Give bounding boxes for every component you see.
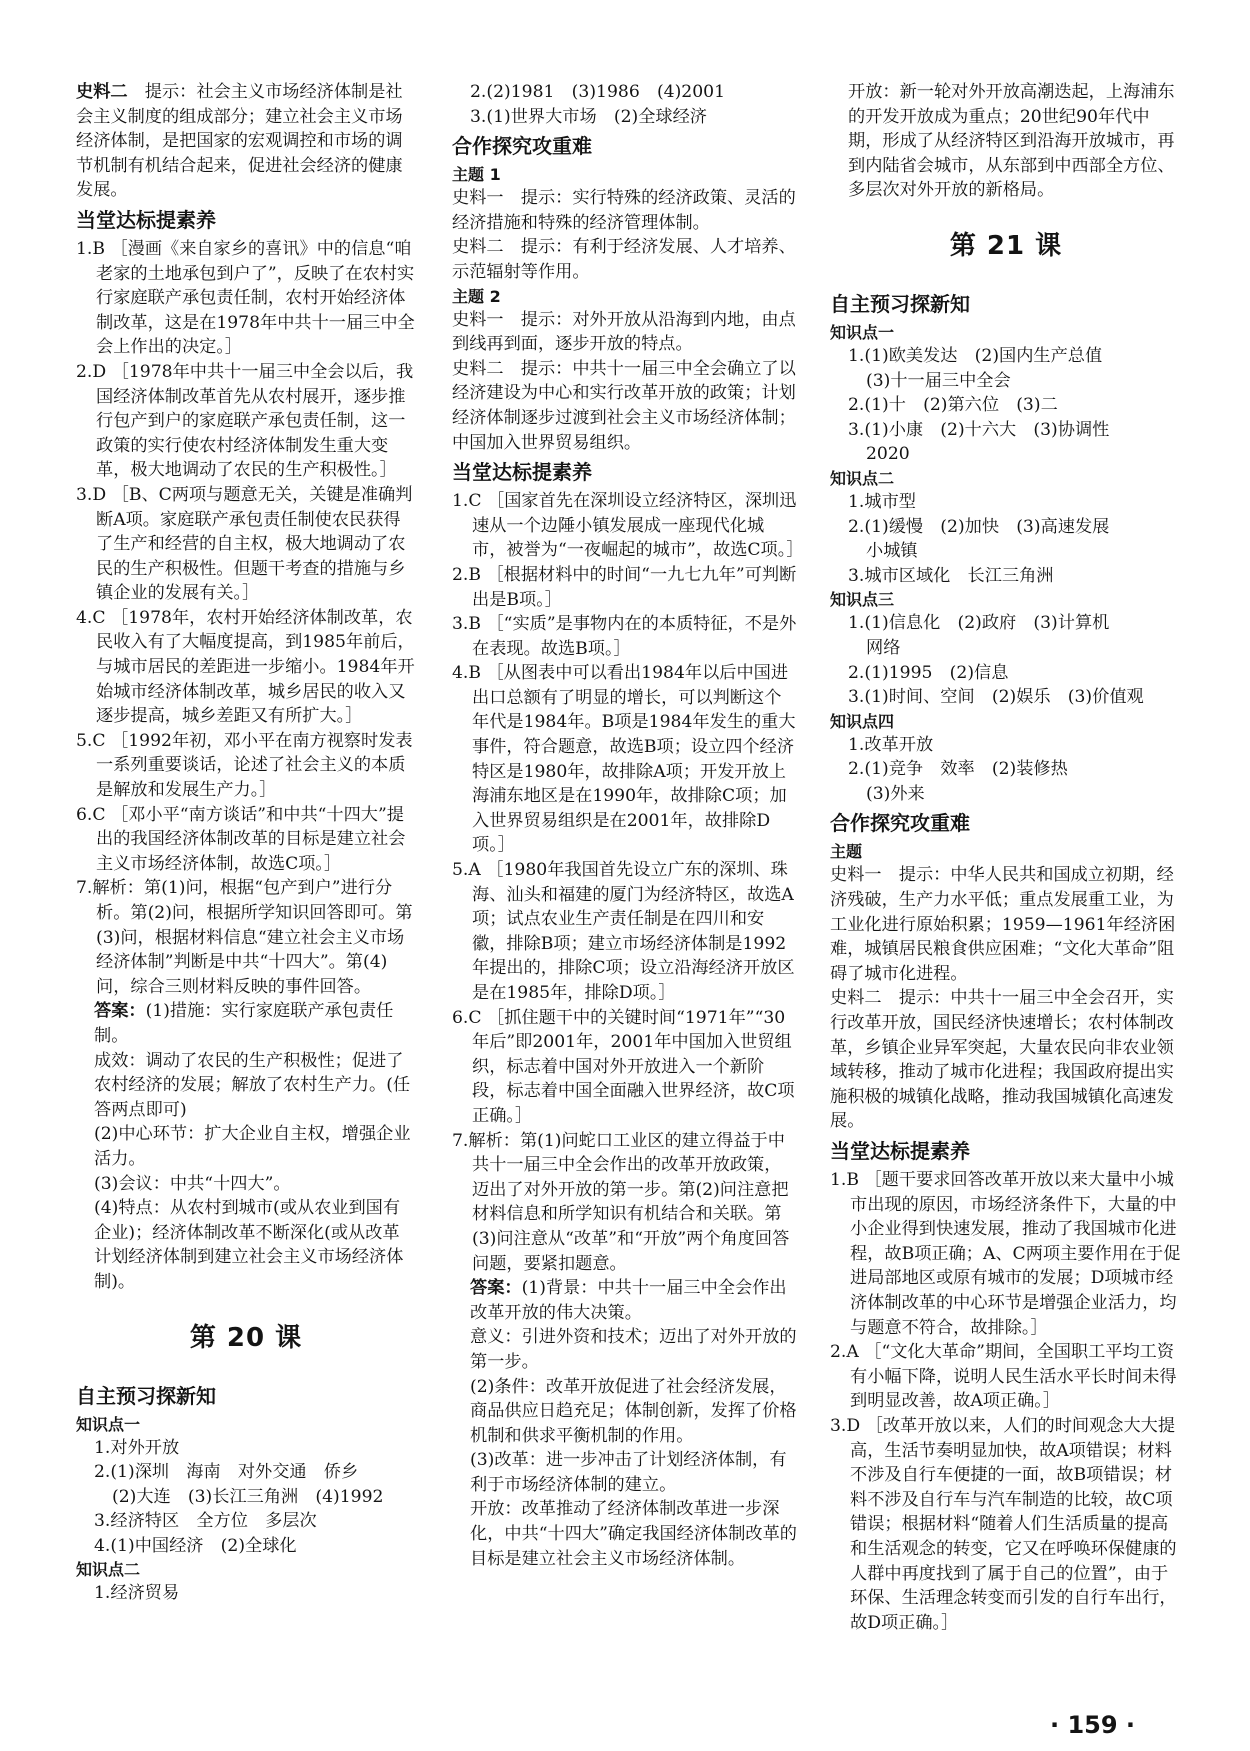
- section-heading: 当堂达标提素养: [76, 207, 216, 232]
- list-item: (3)十一届三中全会: [866, 370, 1011, 391]
- source-label: 史料二: [76, 82, 128, 102]
- answer-item: 3.D ［改革开放以来，人们的时间观念大大提高，生活节奏明显加快，故A项错误；材料不涉及自行车便捷的一面，故B项错误；材料不涉及自行车与汽车制造的比较，故C项错误；根据材料“随着人们生活质量的提高和生活观念的转变，它又在呼唤环保健康的人群中再度找到了属于自己的位置”，由于环保、生活理念转变而引发的自行车出行，故D项正确。］: [830, 1415, 1177, 1633]
- section-heading: 自主预习探新知: [76, 1383, 216, 1408]
- answer-text: (1)措施：实行家庭联产承包责任制。: [94, 1001, 394, 1046]
- list-item: 4.(1)中国经济 (2)全球化: [94, 1535, 297, 1556]
- source-note: 史料二 提示：中共十一届三中全会召开，实行改革开放，国民经济快速增长；农村体制改革，乡镇企业异军突起，大量农民向非农业领域转移，推动了城市化进程；我国政府提出实施积极的城镇化战略，推动我国城镇化高速发展。: [830, 988, 1174, 1132]
- lesson-title: 第 20 课: [189, 1322, 303, 1353]
- answer-text: (3)改革：进一步冲击了计划经济体制，有利于市场经济体制的建立。: [470, 1450, 787, 1495]
- source-note: 史料一 提示：中华人民共和国成立初期，经济残破，生产力水平低；重点发展重工业，为工业化进行原始积累；1959—1961年经济困难，城镇居民粮食供应困难；“文化大革命”阻碍了城市化进程。: [830, 865, 1176, 984]
- answer-item: 1.B ［漫画《来自家乡的喜讯》中的信息“咱老家的土地承包到户了”，反映了在农村实行家庭联产承包责任制，农村开始经济体制改革，这是在1978年中共十一届三中全会上作出的决定。］: [76, 238, 415, 358]
- answer-item: 6.C ［邓小平“南方谈话”和中共“十四大”提出的我国经济体制改革的目标是建立社会主义市场经济体制，故选C项。］: [76, 804, 406, 874]
- list-item: 3.(1)世界大市场 (2)全球经济: [470, 106, 707, 127]
- list-item: (2)大连 (3)长江三角洲 (4)1992: [112, 1486, 384, 1507]
- list-item: 3.(1)时间、空间 (2)娱乐 (3)价值观: [848, 687, 1144, 708]
- answer-item: 6.C ［抓住题干中的关键时间“1971年”“30年后”即2001年，2001年中国加入世贸组织，标志着中国对外开放进入一个新阶段，标志着中国全面融入世界经济，故C项正确。］: [452, 1007, 795, 1126]
- topic-heading: 主题 1: [452, 165, 501, 185]
- source-note: 史料二 提示：中共十一届三中全会确立了以经济建设为中心和实行改革开放的政策；计划经济体制逐步过渡到社会主义市场经济体制；中国加入世界贸易组织。: [452, 358, 796, 453]
- answer-text: (2)中心环节：扩大企业自主权，增强企业活力。: [94, 1124, 411, 1169]
- section-heading: 合作探究攻重难: [452, 134, 592, 159]
- list-item: 2.(2)1981 (3)1986 (4)2001: [470, 82, 726, 102]
- section-heading: 自主预习探新知: [830, 291, 970, 316]
- answer-text: (1)背景：中共十一届三中全会作出改革开放的伟大决策。: [470, 1278, 787, 1323]
- list-item: 1.改革开放: [848, 734, 934, 755]
- list-item: 1.城市型: [848, 491, 916, 512]
- answer-item: 3.B ［“实质”是事物内在的本质特征，不是外在表现。故选B项。］: [452, 614, 797, 659]
- answer-text: 开放：改革推动了经济体制改革进一步深化，中共“十四大”确定我国经济体制改革的目标是建立社会主义市场经济体制。: [470, 1499, 797, 1569]
- column-right: [830, 80, 1182, 1635]
- answer-item: 7.解析：第(1)问蛇口工业区的建立得益于中共十一届三中全会作出的改革开放政策，迈出了对外开放的第一步。第(2)问注意把材料信息和所学知识有机结合和关联。第(3)问注意从“改革”和“开放”两个角度回答问题，要紧扣题意。: [452, 1130, 790, 1274]
- answer-item: 4.B ［从图表中可以看出1984年以后中国进出口总额有了明显的增长，可以判断这个年代是1984年。B项是1984年发生的重大事件，符合题意，故选B项；设立四个经济特区是1980年，故排除A项；开发开放上海浦东地区是在1990年，故排除C项；加入世界贸易组织是在2001年，故排除D项。］: [452, 663, 796, 856]
- knowledge-point-heading: 知识点二: [830, 468, 895, 488]
- answer-item: 1.B ［题干要求回答改革开放以来大量中小城市出现的原因，市场经济条件下，大量的中小企业得到快速发展，推动了我国城市化进程，故B项正确；A、C两项主要作用在于促进局部地区或原有城市的发展；D项城市经济体制改革的中心环节是增强企业活力，均与题意不符合，故排除。］: [830, 1170, 1181, 1338]
- list-item: 3.经济特区 全方位 多层次: [94, 1511, 317, 1532]
- lesson-title: 第 21 课: [949, 230, 1063, 261]
- knowledge-point-heading: 知识点三: [830, 590, 895, 610]
- source-two-note: [76, 80, 416, 203]
- source-note: 史料一 提示：实行特殊的经济政策、灵活的经济措施和特殊的经济管理体制。: [452, 188, 796, 233]
- knowledge-point-heading: 知识点一: [76, 1414, 141, 1434]
- answer-item: 2.D ［1978年中共十一届三中全会以后，我国经济体制改革首先从农村展开，逐步推行包产到户的家庭联产承包责任制，这一政策的实行使农村经济体制发生重大变革，极大地调动了农民的生产积极性。］: [76, 361, 414, 481]
- source-note: 史料一 提示：对外开放从沿海到内地，由点到线再到面，逐步开放的特点。: [452, 309, 796, 355]
- knowledge-point-heading: 知识点二: [76, 1560, 141, 1580]
- list-item: 2.(1)深圳 海南 对外交通 侨乡: [94, 1462, 359, 1483]
- knowledge-point-heading: 知识点四: [830, 711, 895, 731]
- column-middle: [452, 80, 804, 1571]
- answer-text: (3)会议：中共“十四大”。: [94, 1173, 291, 1194]
- source-text: 提示：社会主义市场经济体制是社会主义制度的组成部分；建立社会主义市场经济体制，是把国家的宏观调控和市场的调节机制有机结合起来，促进社会经济的健康发展。: [76, 82, 403, 201]
- answer-text: 开放：新一轮对外开放高潮迭起，上海浦东的开发开放成为重点；20世纪90年代中期，形成了从经济特区到沿海开放城市，再到内陆省会城市，从东部到中西部全方位、多层次对外开放的新格局。: [848, 82, 1175, 201]
- answer-item: 3.D ［B、C两项与题意无关，关键是准确判断A项。家庭联产承包责任制使农民获得了生产和经营的自主权，极大地调动了农民的生产积极性。但题干考查的措施与乡镇企业的发展有关。］: [76, 484, 413, 604]
- list-item: 1.对外开放: [94, 1437, 180, 1458]
- list-item: 2020: [866, 444, 910, 465]
- list-item: 2.(1)竞争 效率 (2)装修热: [848, 759, 1068, 780]
- list-item: 3.(1)小康 (2)十六大 (3)协调性: [848, 419, 1110, 440]
- answer-item: 2.A ［“文化大革命”期间，全国职工平均工资有小幅下降，说明人民生活水平长时间未得到明显改善，故A项正确。］: [830, 1342, 1177, 1412]
- answer-item: 5.C ［1992年初，邓小平在南方视察时发表一系列重要谈话，论述了社会主义的本质是解放和发展生产力。］: [76, 730, 413, 801]
- answer-label: 答案：: [94, 1001, 146, 1022]
- source-note: 史料二 提示：有利于经济发展、人才培养、示范辐射等作用。: [452, 237, 796, 282]
- answer-item: 5.A ［1980年我国首先设立广东的深圳、珠海、汕头和福建的厦门为经济特区，故选A项；试点农业生产责任制是在四川和安徽，排除B项；建立市场经济体制是1992年提出的，排除C项；设立沿海经济开放区是在1985年，排除D项。］: [452, 860, 795, 1003]
- answer-text: 成效：调动了农民的生产积极性；促进了农村经济的发展；解放了农村生产力。(任答两点即可): [94, 1050, 411, 1120]
- list-item: 1.经济贸易: [94, 1583, 180, 1604]
- page-number: · 159 ·: [1050, 1711, 1136, 1739]
- list-item: 2.(1)缓慢 (2)加快 (3)高速发展: [848, 516, 1110, 537]
- list-item: 3.城市区域化 长江三角洲: [848, 565, 1054, 586]
- list-item: 1.(1)信息化 (2)政府 (3)计算机: [848, 613, 1110, 634]
- answer-item: 7.解析：第(1)问，根据“包产到户”进行分析。第(2)问，根据所学知识回答即可。第(3)问，根据材料信息“建立社会主义市场经济体制”判断是中共“十四大”。第(4)问，综合三则材料反映的事件回答。: [76, 878, 413, 997]
- topic-heading: 主题: [830, 842, 863, 862]
- answer-item: 4.C ［1978年，农村开始经济体制改革，农民收入有了大幅度提高，到1985年前后，与城市居民的差距进一步缩小。1984年开始城市经济体制改革，城乡居民的收入又逐步提高，城乡差距又有所扩大。］: [76, 607, 415, 727]
- section-heading: 当堂达标提素养: [452, 460, 592, 485]
- answer-item: 1.C ［国家首先在深圳设立经济特区，深圳迅速从一个边陲小镇发展成一座现代化城市，被誉为“一夜崛起的城市”，故选C项。］: [452, 491, 804, 561]
- list-item: 小城镇: [866, 541, 918, 562]
- answer-item: 2.B ［根据材料中的时间“一九七九年”可判断出是B项。］: [452, 564, 797, 610]
- answer-text: 意义：引进外资和技术；迈出了对外开放的第一步。: [470, 1327, 797, 1372]
- section-heading: 当堂达标提素养: [830, 1139, 970, 1163]
- topic-heading: 主题 2: [452, 286, 501, 306]
- answer-label: 答案：: [470, 1278, 522, 1299]
- section-heading: 合作探究攻重难: [830, 811, 970, 836]
- list-item: 2.(1)1995 (2)信息: [848, 662, 1009, 683]
- list-item: 2.(1)十 (2)第六位 (3)二: [848, 395, 1058, 416]
- list-item: (3)外来: [866, 783, 925, 804]
- list-item: 网络: [866, 637, 901, 658]
- answer-text: (4)特点：从农村到城市(或从农业到国有企业)；经济体制改革不断深化(或从改革计划经济体制到建立社会主义市场经济体制)。: [94, 1198, 404, 1292]
- list-item: 1.(1)欧美发达 (2)国内生产总值: [848, 345, 1103, 366]
- answer-text: (2)条件：改革开放促进了社会经济发展，商品供应日趋充足；体制创新，发挥了价格机制和供求平衡机制的作用。: [470, 1376, 797, 1446]
- knowledge-point-heading: 知识点一: [830, 322, 895, 342]
- column-left: [76, 80, 416, 1606]
